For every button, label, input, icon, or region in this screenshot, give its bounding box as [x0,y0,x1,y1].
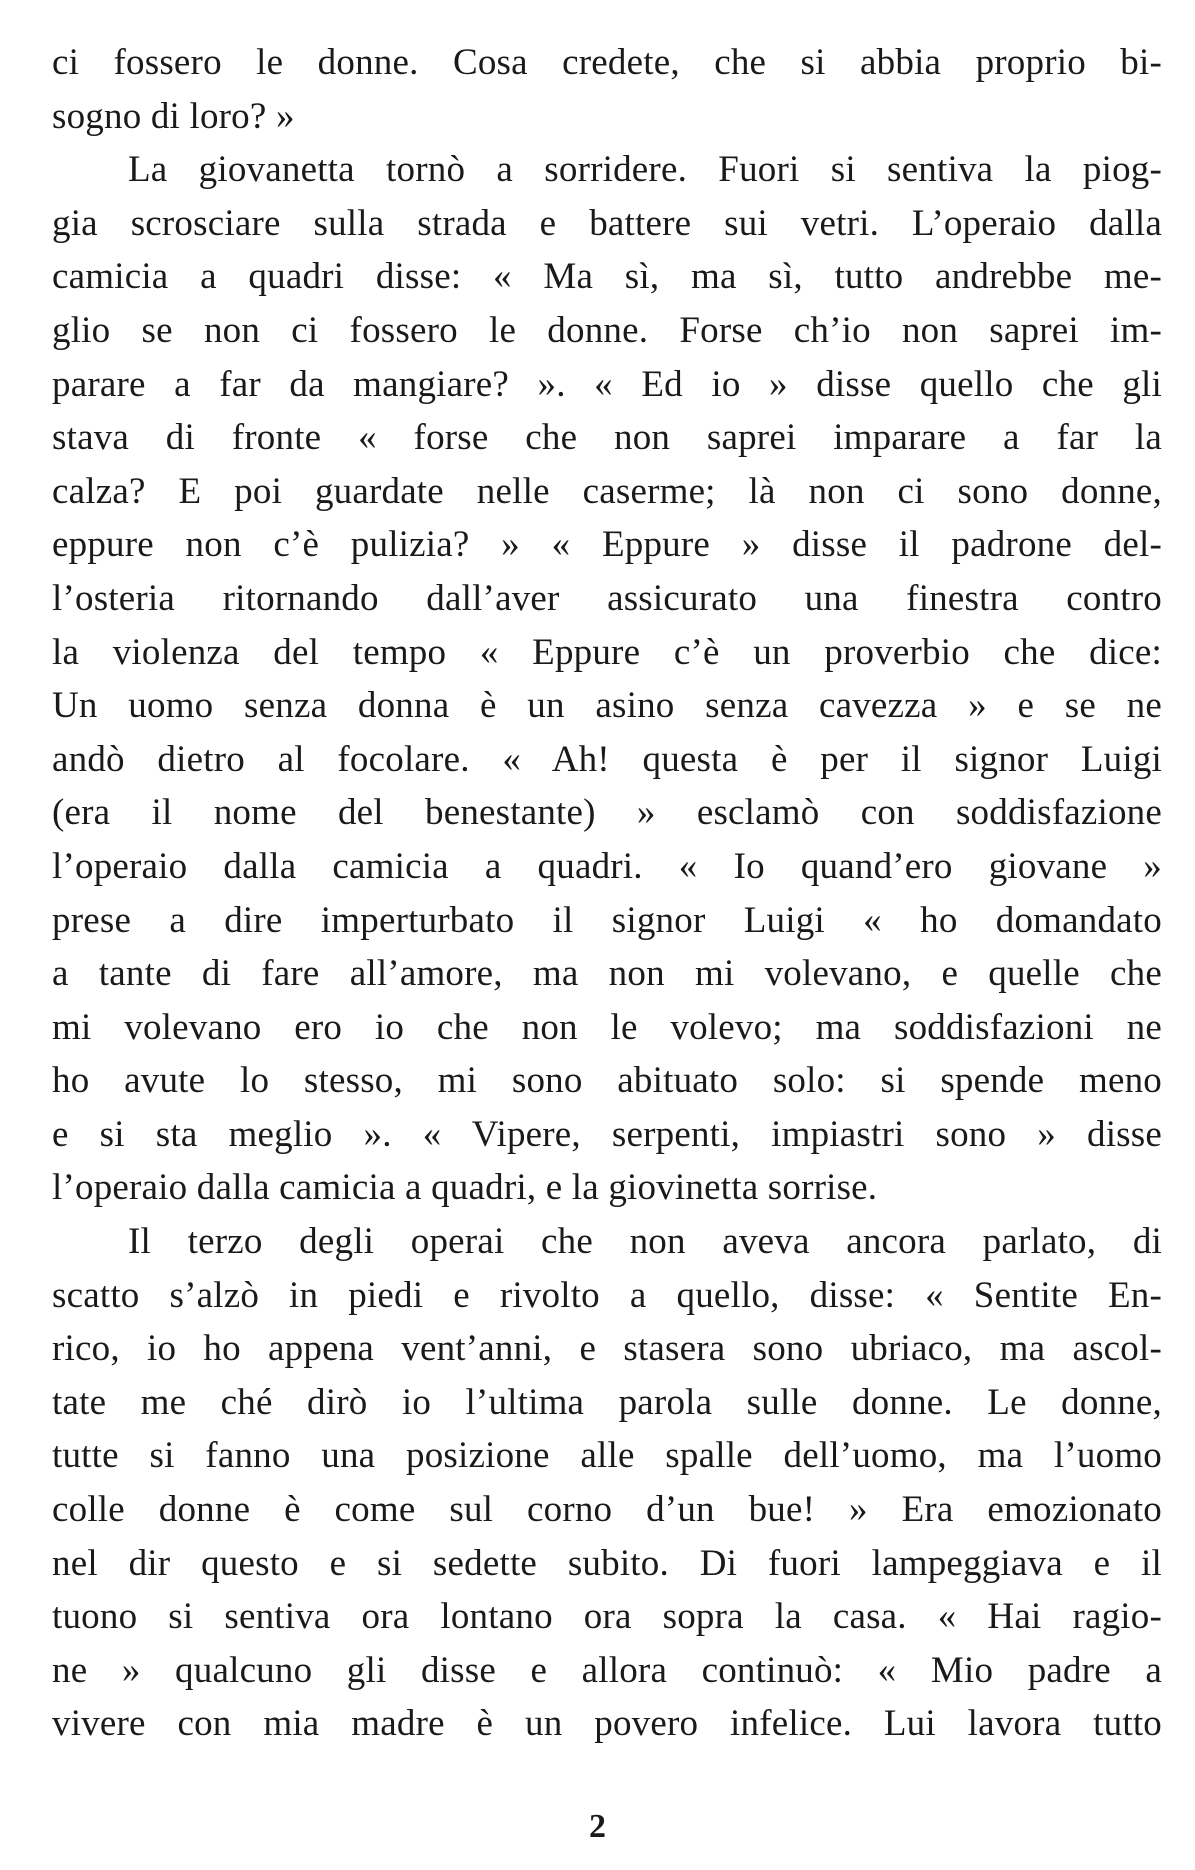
text-line: calza? E poi guardate nelle caserme; là non ci sono donne, [52,470,1162,512]
paragraph-start-line: La giovanetta tornò a sorridere. Fuori si sentiva la piog- [128,149,1162,191]
text-line: tate me ché dirò io l’ultima parola sulle donne. Le donne, [52,1381,1162,1423]
text-line: tutte si fanno una posizione alle spalle dell’uomo, ma l’uomo [52,1435,1162,1477]
text-line: vivere con mia madre è un povero infelice. Lui lavora tutto [52,1703,1162,1745]
page-number: 2 [589,1808,606,1845]
text-line: eppure non c’è pulizia? » « Eppure » disse il padrone del- [52,524,1162,566]
text-line: mi volevano ero io che non le volevo; ma soddisfazioni ne [52,1006,1162,1048]
text-line: gia scrosciare sulla strada e battere sui vetri. L’operaio dalla [52,202,1162,244]
text-line: a tante di fare all’amore, ma non mi volevano, e quelle che [52,953,1162,995]
page-body [52,36,1162,1751]
text-line: prese a dire imperturbato il signor Luigi « ho domandato [52,899,1162,941]
text-line: Un uomo senza donna è un asino senza cavezza » e se ne [52,685,1162,727]
text-line: stava di fronte « forse che non saprei imparare a far la [52,417,1162,459]
text-line: (era il nome del benestante) » esclamò con soddisfazione [52,792,1162,834]
text-line: glio se non ci fossero le donne. Forse ch’io non saprei im- [52,309,1162,351]
text-line: parare a far da mangiare? ». « Ed io » disse quello che gli [52,363,1162,405]
text-line: ho avute lo stesso, mi sono abituato solo: si spende meno [52,1060,1162,1102]
text-line: l’operaio dalla camicia a quadri. « Io quand’ero giovane » [52,845,1162,887]
text-line: sogno di loro? » [52,95,295,137]
text-line: camicia a quadri disse: « Ma sì, ma sì, tutto andrebbe me- [52,256,1162,298]
text-line: colle donne è come sul corno d’un bue! » Era emozionato [52,1489,1162,1531]
text-line: ci fossero le donne. Cosa credete, che si abbia proprio bi- [52,42,1162,83]
text-line: nel dir questo e si sedette subito. Di fuori lampeggiava e il [52,1542,1162,1584]
text-line: scatto s’alzò in piedi e rivolto a quello, disse: « Sentite En- [52,1274,1162,1316]
text-line: l’osteria ritornando dall’aver assicurato una finestra contro [52,577,1162,619]
paragraph-start-line: Il terzo degli operai che non aveva ancora parlato, di [128,1221,1162,1263]
text-line: l’operaio dalla camicia a quadri, e la giovinetta sorrise. [52,1167,878,1209]
text-line: rico, io ho appena vent’anni, e stasera sono ubriaco, ma ascol- [52,1328,1162,1370]
text-line: la violenza del tempo « Eppure c’è un proverbio che dice: [52,631,1162,673]
text-line: andò dietro al focolare. « Ah! questa è per il signor Luigi [52,738,1162,780]
text-line: ne » qualcuno gli disse e allora continuò: « Mio padre a [52,1649,1162,1691]
text-line: e si sta meglio ». « Vipere, serpenti, impiastri sono » disse [52,1113,1162,1155]
text-line: tuono si sentiva ora lontano ora sopra la casa. « Hai ragio- [52,1596,1162,1638]
